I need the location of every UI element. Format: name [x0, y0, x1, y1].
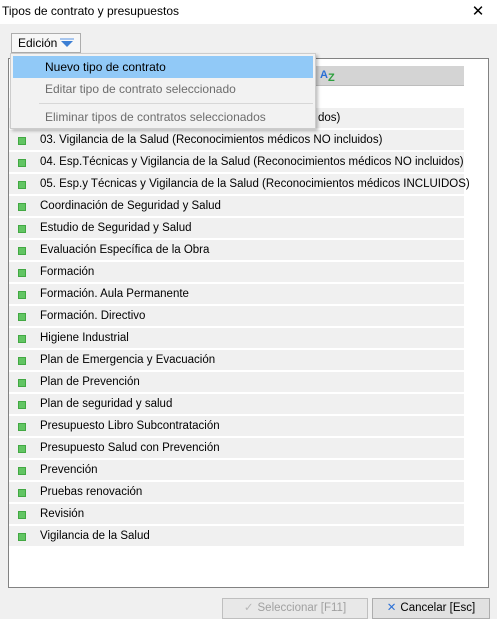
- sort-az-icon[interactable]: A Z: [320, 69, 335, 84]
- row-label: Prevención: [40, 464, 98, 476]
- menu-item-edit-contract-type[interactable]: Editar tipo de contrato seleccionado: [45, 82, 236, 96]
- row-label: Plan de Emergencia y Evacuación: [40, 354, 216, 366]
- row-label: Vigilancia de la Salud: [40, 530, 150, 542]
- status-marker-icon: [18, 423, 26, 431]
- table-row[interactable]: [9, 350, 464, 371]
- table-row[interactable]: [9, 372, 464, 393]
- table-row[interactable]: [9, 152, 464, 173]
- row-label: Formación. Aula Permanente: [40, 288, 189, 300]
- row-label: Formación. Directivo: [40, 310, 146, 322]
- edit-dropdown-menu: [10, 53, 316, 129]
- table-row[interactable]: [9, 218, 464, 239]
- table-row[interactable]: [9, 416, 464, 437]
- cancel-x-icon: ✕: [386, 602, 397, 614]
- check-icon: ✓: [243, 602, 254, 614]
- cancel-button[interactable]: [372, 598, 490, 619]
- row-label: Plan de seguridad y salud: [40, 398, 173, 410]
- table-row[interactable]: [9, 196, 464, 217]
- select-button-label: Seleccionar [F11]: [257, 602, 347, 614]
- table-row[interactable]: [9, 306, 464, 327]
- status-marker-icon: [18, 445, 26, 453]
- row-label: Higiene Industrial: [40, 332, 129, 344]
- status-marker-icon: [18, 533, 26, 541]
- table-row[interactable]: [9, 460, 464, 481]
- table-row[interactable]: [9, 262, 464, 283]
- edit-menu-button[interactable]: [11, 33, 81, 53]
- status-marker-icon: [18, 269, 26, 277]
- edit-menu-label: Edición: [18, 36, 58, 50]
- table-row[interactable]: [9, 130, 464, 151]
- status-marker-icon: [18, 225, 26, 233]
- status-marker-icon: [18, 379, 26, 387]
- row-label: Formación: [40, 266, 95, 278]
- table-row[interactable]: [9, 328, 464, 349]
- menu-item-new-contract-type[interactable]: Nuevo tipo de contrato: [13, 56, 313, 78]
- table-row[interactable]: [9, 240, 464, 261]
- status-marker-icon: [18, 291, 26, 299]
- row-label: 05. Esp.y Técnicas y Vigilancia de la Salud (Reconocimientos médicos INCLUIDOS): [40, 178, 470, 190]
- row-label: Estudio de Seguridad y Salud: [40, 222, 192, 234]
- status-marker-icon: [18, 357, 26, 365]
- table-row[interactable]: [9, 174, 470, 195]
- row-label: Revisión: [40, 508, 85, 520]
- table-row[interactable]: [9, 284, 464, 305]
- table-row[interactable]: [9, 394, 464, 415]
- table-row[interactable]: [9, 438, 464, 459]
- dialog-footer: [0, 589, 497, 619]
- table-row[interactable]: [9, 504, 464, 525]
- status-marker-icon: [18, 181, 26, 189]
- row-label: Evaluación Específica de la Obra: [40, 244, 210, 256]
- chevron-down-icon: [61, 41, 73, 47]
- menu-separator: [39, 103, 313, 104]
- title-bar: [0, 0, 497, 24]
- row-label: Presupuesto Salud con Prevención: [40, 442, 220, 454]
- status-marker-icon: [18, 137, 26, 145]
- row-label: Presupuesto Libro Subcontratación: [40, 420, 220, 432]
- row-label: 04. Esp.Técnicas y Vigilancia de la Salud (Reconocimientos médicos NO incluidos): [40, 156, 464, 168]
- row-label: dos): [318, 112, 341, 124]
- status-marker-icon: [18, 511, 26, 519]
- status-marker-icon: [18, 335, 26, 343]
- status-marker-icon: [18, 247, 26, 255]
- status-marker-icon: [18, 203, 26, 211]
- close-icon[interactable]: ✕: [471, 3, 485, 20]
- status-marker-icon: [18, 159, 26, 167]
- status-marker-icon: [18, 467, 26, 475]
- row-label: Coordinación de Seguridad y Salud: [40, 200, 221, 212]
- cancel-button-label: Cancelar [Esc]: [400, 602, 476, 614]
- window-title: Tipos de contrato y presupuestos: [2, 4, 179, 18]
- status-marker-icon: [18, 401, 26, 409]
- status-marker-icon: [18, 313, 26, 321]
- status-marker-icon: [18, 489, 26, 497]
- table-row[interactable]: [9, 526, 464, 547]
- menu-caret-bar: [60, 38, 74, 40]
- table-row[interactable]: [9, 482, 464, 503]
- menu-item-delete-contract-types[interactable]: Eliminar tipos de contratos seleccionados: [45, 110, 266, 124]
- toolbar: [0, 24, 497, 56]
- row-label: 03. Vigilancia de la Salud (Reconocimientos médicos NO incluidos): [40, 134, 383, 146]
- row-label: Pruebas renovación: [40, 486, 143, 498]
- select-button[interactable]: [222, 598, 368, 619]
- row-label: Plan de Prevención: [40, 376, 140, 388]
